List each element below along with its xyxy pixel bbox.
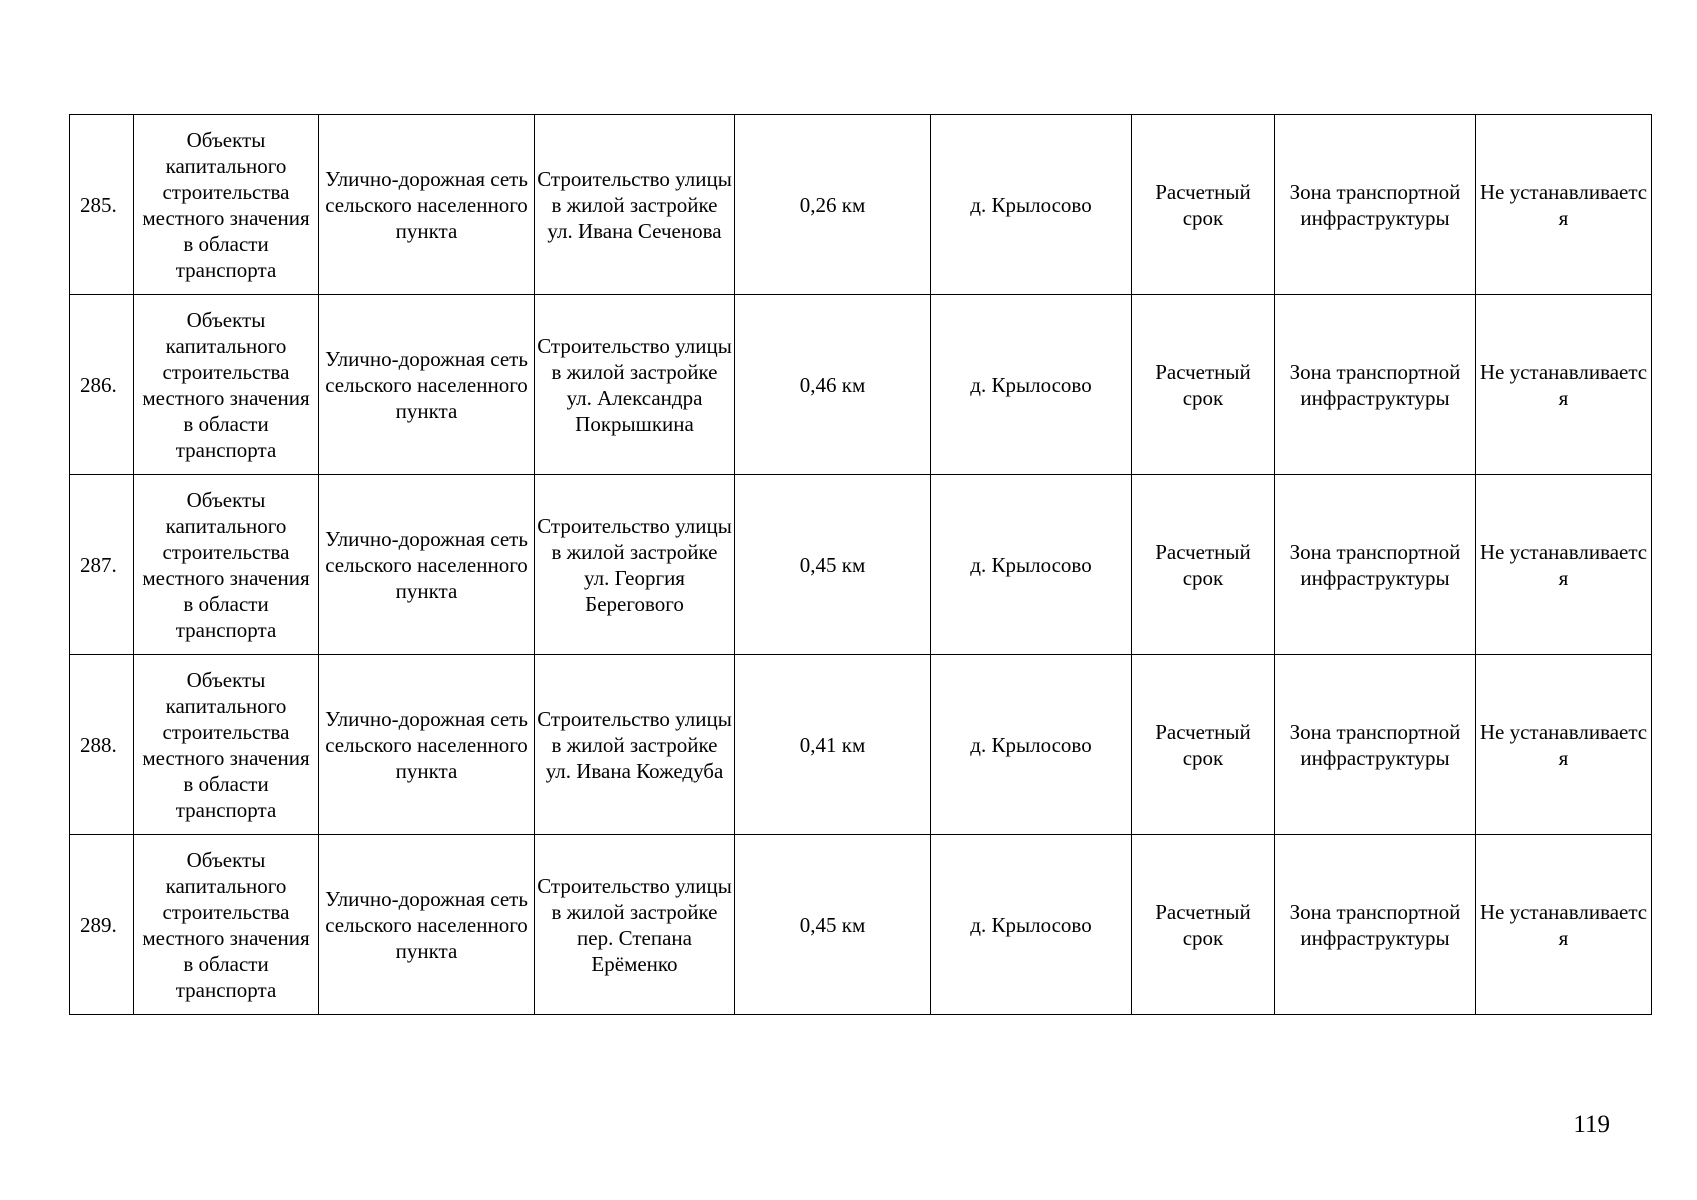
category-cell: Объекты капитального строительства местного значения в области транспорта bbox=[134, 655, 319, 835]
row-number-cell: 287. bbox=[70, 475, 134, 655]
zone-cell: Зона транспортной инфраструктуры bbox=[1275, 475, 1476, 655]
term-cell: Расчетный срок bbox=[1132, 295, 1275, 475]
length-cell: 0,41 км bbox=[735, 655, 931, 835]
table-body bbox=[70, 115, 1652, 1015]
location-cell: д. Крылосово bbox=[931, 835, 1132, 1015]
zone-cell: Зона транспортной инфраструктуры bbox=[1275, 655, 1476, 835]
object-name-cell: Строительство улицы в жилой застройке ул. Александра Покрышкина bbox=[535, 295, 735, 475]
location-cell: д. Крылосово bbox=[931, 115, 1132, 295]
location-cell: д. Крылосово bbox=[931, 295, 1132, 475]
table-row bbox=[70, 655, 1652, 835]
table-row bbox=[70, 295, 1652, 475]
term-cell: Расчетный срок bbox=[1132, 655, 1275, 835]
protection-zone-cell: Не устанавливаетс я bbox=[1476, 655, 1652, 835]
length-cell: 0,45 км bbox=[735, 475, 931, 655]
object-type-cell: Улично-дорожная сеть сельского населенного пункта bbox=[319, 475, 535, 655]
length-cell: 0,26 км bbox=[735, 115, 931, 295]
object-name-cell: Строительство улицы в жилой застройке ул. Ивана Кожедуба bbox=[535, 655, 735, 835]
category-cell: Объекты капитального строительства местного значения в области транспорта bbox=[134, 115, 319, 295]
object-type-cell: Улично-дорожная сеть сельского населенного пункта bbox=[319, 295, 535, 475]
objects-table bbox=[69, 114, 1652, 1015]
object-name-cell: Строительство улицы в жилой застройке ул. Ивана Сеченова bbox=[535, 115, 735, 295]
row-number-cell: 288. bbox=[70, 655, 134, 835]
protection-zone-cell: Не устанавливаетс я bbox=[1476, 115, 1652, 295]
row-number-cell: 289. bbox=[70, 835, 134, 1015]
zone-cell: Зона транспортной инфраструктуры bbox=[1275, 295, 1476, 475]
term-cell: Расчетный срок bbox=[1132, 115, 1275, 295]
table-row bbox=[70, 115, 1652, 295]
object-type-cell: Улично-дорожная сеть сельского населенного пункта bbox=[319, 655, 535, 835]
object-name-cell: Строительство улицы в жилой застройке пер. Степана Ерёменко bbox=[535, 835, 735, 1015]
location-cell: д. Крылосово bbox=[931, 655, 1132, 835]
category-cell: Объекты капитального строительства местного значения в области транспорта bbox=[134, 835, 319, 1015]
row-number-cell: 285. bbox=[70, 115, 134, 295]
row-number-cell: 286. bbox=[70, 295, 134, 475]
length-cell: 0,45 км bbox=[735, 835, 931, 1015]
page-number: 119 bbox=[1573, 1111, 1610, 1138]
length-cell: 0,46 км bbox=[735, 295, 931, 475]
category-cell: Объекты капитального строительства местного значения в области транспорта bbox=[134, 295, 319, 475]
zone-cell: Зона транспортной инфраструктуры bbox=[1275, 115, 1476, 295]
category-cell: Объекты капитального строительства местного значения в области транспорта bbox=[134, 475, 319, 655]
object-name-cell: Строительство улицы в жилой застройке ул. Георгия Берегового bbox=[535, 475, 735, 655]
term-cell: Расчетный срок bbox=[1132, 835, 1275, 1015]
protection-zone-cell: Не устанавливаетс я bbox=[1476, 295, 1652, 475]
table-row bbox=[70, 835, 1652, 1015]
protection-zone-cell: Не устанавливаетс я bbox=[1476, 475, 1652, 655]
term-cell: Расчетный срок bbox=[1132, 475, 1275, 655]
object-type-cell: Улично-дорожная сеть сельского населенного пункта bbox=[319, 115, 535, 295]
zone-cell: Зона транспортной инфраструктуры bbox=[1275, 835, 1476, 1015]
location-cell: д. Крылосово bbox=[931, 475, 1132, 655]
protection-zone-cell: Не устанавливаетс я bbox=[1476, 835, 1652, 1015]
object-type-cell: Улично-дорожная сеть сельского населенного пункта bbox=[319, 835, 535, 1015]
table-row bbox=[70, 475, 1652, 655]
